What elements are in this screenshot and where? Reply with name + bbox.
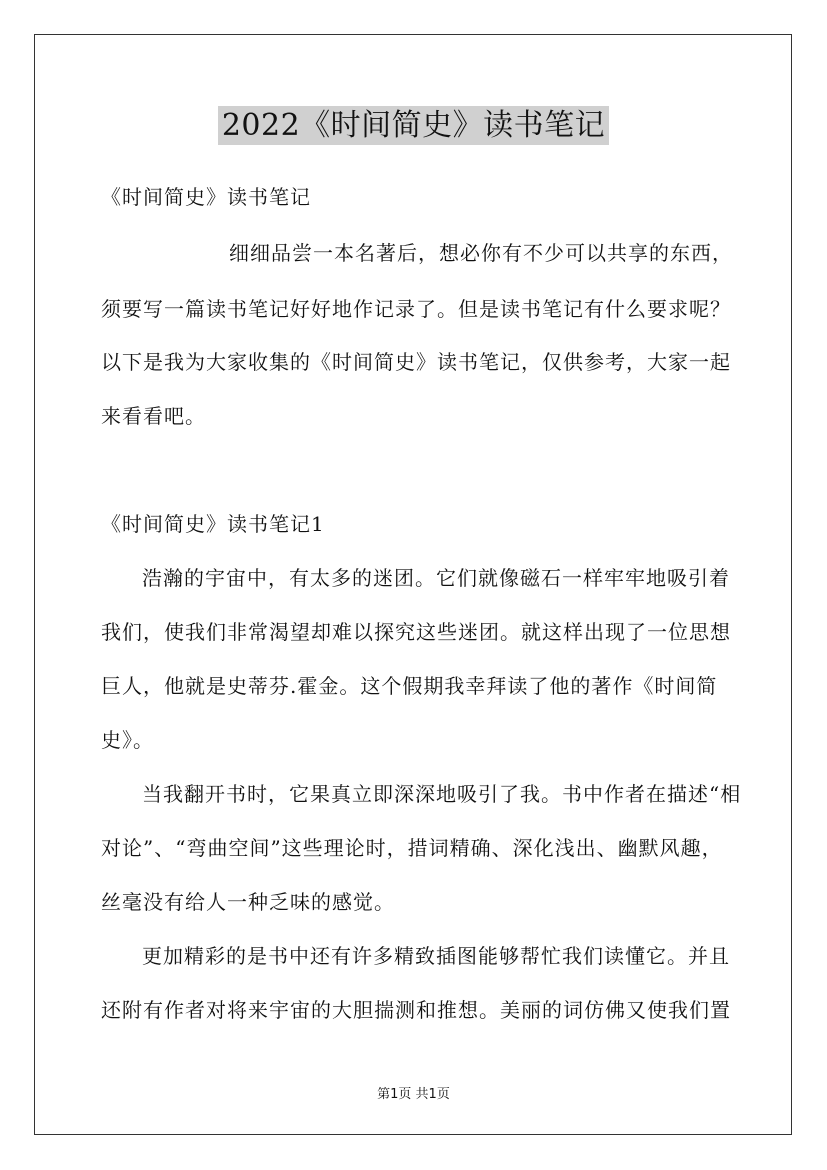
- body-line: 以下是我为大家收集的《时间简史》读书笔记，仅供参考，大家一起: [101, 350, 731, 374]
- body-line: 细细品尝一本名著后，想必你有不少可以共享的东西，: [229, 241, 733, 265]
- document-title: 2022《时间简史》读书笔记: [218, 106, 609, 145]
- body-line: 浩瀚的宇宙中，有太多的迷团。它们就像磁石一样牢牢地吸引着: [142, 566, 730, 590]
- body-line: 当我翻开书时，它果真立即深深地吸引了我。书中作者在描述“相: [142, 782, 742, 806]
- subtitle-line: 《时间简史》读书笔记: [101, 185, 311, 209]
- body-line: 对论”、“弯曲空间”这些理论时，措词精确、深化浅出、幽默风趣，: [101, 836, 723, 860]
- body-line: 须要写一篇读书笔记好好地作记录了。但是读书笔记有什么要求呢？: [101, 297, 731, 321]
- body-line: 更加精彩的是书中还有许多精致插图能够帮忙我们读懂它。并且: [142, 944, 730, 968]
- body-line: 巨人，他就是史蒂芬.霍金。这个假期我幸拜读了他的著作《时间简: [101, 674, 718, 698]
- body-line: 史》。: [101, 728, 154, 752]
- body-line: 还附有作者对将来宇宙的大胆揣测和推想。美丽的词仿佛又使我们置: [101, 998, 731, 1022]
- body-line: 丝毫没有给人一种乏味的感觉。: [101, 890, 395, 914]
- document-title-wrap: [0, 100, 827, 144]
- body-line: 我们，使我们非常渴望却难以探究这些迷团。就这样出现了一位思想: [101, 620, 731, 644]
- section-heading: 《时间简史》读书笔记1: [101, 512, 325, 536]
- page-footer: 第1页 共1页: [377, 1087, 450, 1102]
- body-line: 来看看吧。: [101, 404, 206, 428]
